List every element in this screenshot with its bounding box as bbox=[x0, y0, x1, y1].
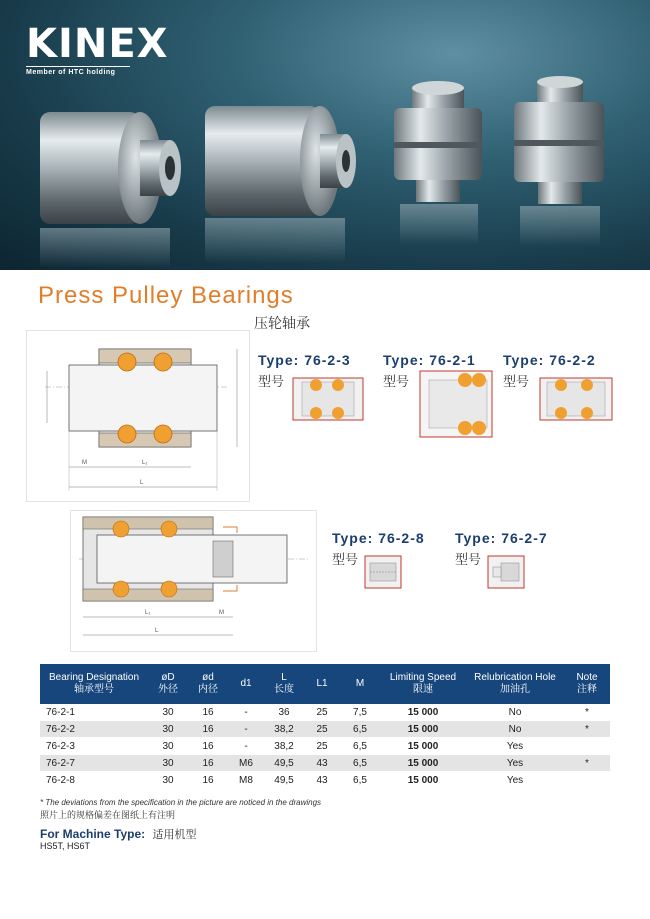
type-cn: 型号 bbox=[503, 375, 530, 390]
type-76-2-2 bbox=[503, 352, 596, 390]
type-76-2-1-drawing bbox=[419, 370, 493, 438]
cell: 30 bbox=[148, 704, 188, 721]
cell: 30 bbox=[148, 772, 188, 789]
cell: 15 000 bbox=[380, 772, 466, 789]
cell: * bbox=[564, 704, 610, 721]
logo-word: KINEX bbox=[26, 21, 169, 67]
cell: 25 bbox=[304, 721, 340, 738]
cell: 6,5 bbox=[340, 738, 380, 755]
cell: - bbox=[228, 721, 264, 738]
cell: 76-2-7 bbox=[40, 755, 148, 772]
spec-table bbox=[40, 664, 610, 789]
machine-type-label bbox=[40, 826, 196, 842]
type-76-2-2-drawing bbox=[539, 377, 613, 421]
dim-M: M bbox=[82, 460, 87, 466]
kinex-logo bbox=[26, 21, 169, 76]
footnote-cn: 照片上的规格偏差在图纸上有注明 bbox=[40, 811, 176, 821]
logo-tagline: Member of HTC holding bbox=[26, 66, 130, 76]
page-title: Press Pulley Bearings bbox=[38, 282, 294, 309]
type-cn: 型号 bbox=[455, 553, 482, 568]
cell: - bbox=[228, 704, 264, 721]
cell: 15 000 bbox=[380, 721, 466, 738]
type-76-2-1 bbox=[383, 352, 476, 390]
cell: 25 bbox=[304, 738, 340, 755]
cell: Yes bbox=[466, 738, 564, 755]
type-76-2-7-drawing bbox=[487, 555, 525, 589]
hero-photo bbox=[0, 0, 650, 270]
dim-L: L bbox=[140, 480, 144, 486]
cell: 6,5 bbox=[340, 721, 380, 738]
col-header-l1: L1 bbox=[304, 664, 340, 704]
cell: 16 bbox=[188, 772, 228, 789]
cell: Yes bbox=[466, 755, 564, 772]
cell: 76-2-3 bbox=[40, 738, 148, 755]
cell: 38,2 bbox=[264, 721, 304, 738]
cell: 49,5 bbox=[264, 755, 304, 772]
dim-L1: L₁ bbox=[142, 460, 148, 466]
cell: 15 000 bbox=[380, 704, 466, 721]
cell: 6,5 bbox=[340, 755, 380, 772]
cell: 76-2-1 bbox=[40, 704, 148, 721]
technical-drawing-extended bbox=[70, 510, 317, 652]
col-header-designation: Bearing Designation 轴承型号 bbox=[40, 664, 148, 704]
table-row bbox=[40, 704, 610, 721]
cell: 16 bbox=[188, 704, 228, 721]
type-cn: 型号 bbox=[383, 375, 410, 390]
cell: 30 bbox=[148, 721, 188, 738]
cell: 15 000 bbox=[380, 755, 466, 772]
cell: 7,5 bbox=[340, 704, 380, 721]
dim-M-ext: M bbox=[219, 610, 224, 616]
cell: 6,5 bbox=[340, 772, 380, 789]
cell: Yes bbox=[466, 772, 564, 789]
cell: M8 bbox=[228, 772, 264, 789]
cell: 16 bbox=[188, 738, 228, 755]
col-header-relubrication-hole: Relubrication Hole 加油孔 bbox=[466, 664, 564, 704]
table-row bbox=[40, 772, 610, 789]
col-header-outer-diameter: øD 外径 bbox=[148, 664, 188, 704]
cell: 30 bbox=[148, 738, 188, 755]
machine-type-value: HS5T, HS6T bbox=[40, 841, 91, 851]
type-label: Type: 76-2-8 bbox=[332, 530, 425, 546]
type-76-2-8-drawing bbox=[364, 555, 402, 589]
type-cn: 型号 bbox=[258, 375, 285, 390]
cell: 38,2 bbox=[264, 738, 304, 755]
cell: 49,5 bbox=[264, 772, 304, 789]
bearing-photo-4 bbox=[514, 76, 604, 246]
cell: M6 bbox=[228, 755, 264, 772]
col-header-inner-diameter: ød 内径 bbox=[188, 664, 228, 704]
table-header-row bbox=[40, 664, 610, 704]
cell: 43 bbox=[304, 755, 340, 772]
table-row bbox=[40, 755, 610, 772]
cell bbox=[564, 772, 610, 789]
type-label: Type: 76-2-7 bbox=[455, 530, 548, 546]
cell: - bbox=[228, 738, 264, 755]
type-cn: 型号 bbox=[332, 553, 359, 568]
bearing-photo-3 bbox=[394, 81, 482, 244]
cell: 16 bbox=[188, 721, 228, 738]
bearing-photo-2 bbox=[205, 106, 356, 263]
type-label: Type: 76-2-2 bbox=[503, 352, 596, 368]
cell: 76-2-2 bbox=[40, 721, 148, 738]
machine-type-label-en: For Machine Type: bbox=[40, 827, 146, 841]
cell: No bbox=[466, 721, 564, 738]
table-row bbox=[40, 721, 610, 738]
type-label: Type: 76-2-3 bbox=[258, 352, 351, 368]
bearing-photo-1 bbox=[40, 112, 181, 268]
type-76-2-3-drawing bbox=[292, 377, 364, 421]
cell: 36 bbox=[264, 704, 304, 721]
cell: No bbox=[466, 704, 564, 721]
cell: 25 bbox=[304, 704, 340, 721]
cell: 16 bbox=[188, 755, 228, 772]
type-76-2-8 bbox=[332, 530, 425, 568]
col-header-length: L 长度 bbox=[264, 664, 304, 704]
type-76-2-3 bbox=[258, 352, 351, 390]
footnote: * The deviations from the specification in the picture are noticed in the drawings bbox=[40, 798, 322, 807]
cell: 30 bbox=[148, 755, 188, 772]
technical-drawing-standard bbox=[26, 330, 250, 502]
dim-L-ext: L bbox=[155, 628, 159, 634]
cell bbox=[564, 738, 610, 755]
type-label: Type: 76-2-1 bbox=[383, 352, 476, 368]
cell: 76-2-8 bbox=[40, 772, 148, 789]
cell: 15 000 bbox=[380, 738, 466, 755]
col-header-d1: d1 bbox=[228, 664, 264, 704]
table-row bbox=[40, 738, 610, 755]
col-header-m: M bbox=[340, 664, 380, 704]
page-title-cn: 压轮轴承 bbox=[254, 316, 310, 332]
machine-type-label-cn: 适用机型 bbox=[152, 828, 197, 841]
col-header-note: Note 注释 bbox=[564, 664, 610, 704]
cell: * bbox=[564, 721, 610, 738]
dim-L1-ext: L₁ bbox=[145, 610, 151, 616]
type-76-2-7 bbox=[455, 530, 548, 568]
cell: * bbox=[564, 755, 610, 772]
cell: 43 bbox=[304, 772, 340, 789]
col-header-limiting-speed: Limiting Speed 限速 bbox=[380, 664, 466, 704]
